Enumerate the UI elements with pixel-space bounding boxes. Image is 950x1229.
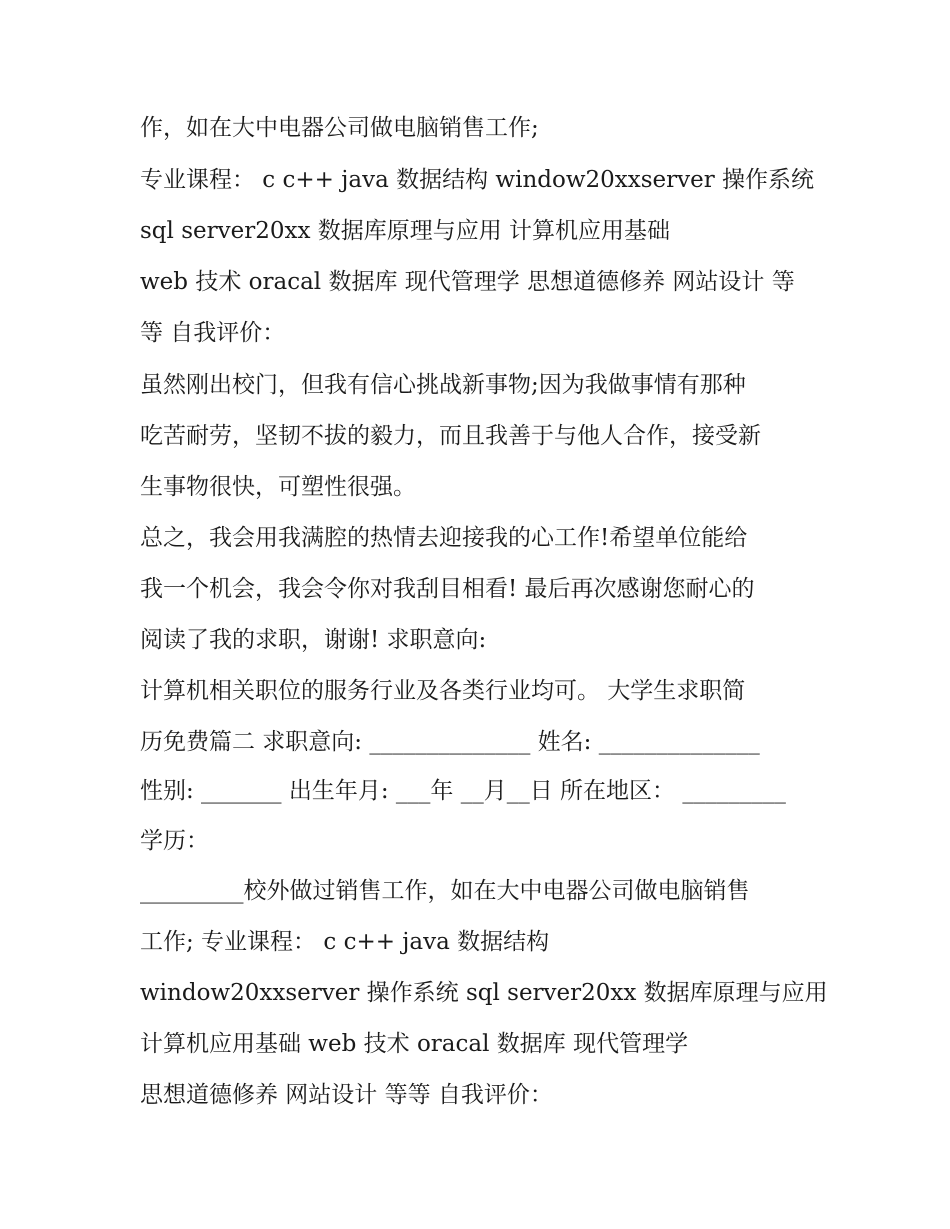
text-line: _________校外做过销售工作，如在大中电器公司做电脑销售 [140, 878, 750, 904]
text-line: 等 自我评价： [140, 320, 286, 346]
text-line: 专业课程： c c++ java 数据结构 window20xxserver 操作系统 [140, 167, 815, 193]
text-line: 阅读了我的求职，谢谢! 求职意向: [140, 627, 487, 653]
text-line: window20xxserver 操作系统 sql server20xx 数据库原理与应用 [140, 980, 828, 1006]
text-line: 学历： [140, 828, 209, 854]
text-line: 工作; 专业课程： c c++ java 数据结构 [140, 929, 550, 955]
text-line: sql server20xx 数据库原理与应用 计算机应用基础 [140, 218, 671, 244]
text-line: 作，如在大中电器公司做电脑销售工作; [140, 115, 539, 141]
text-line: 思想道德修养 网站设计 等等 自我评价： [140, 1082, 553, 1108]
text-line: 计算机应用基础 web 技术 oracal 数据库 现代管理学 [140, 1031, 689, 1057]
text-line: 计算机相关职位的服务行业及各类行业均可。 大学生求职简 [140, 678, 746, 704]
text-line: 总之，我会用我满腔的热情去迎接我的心工作!希望单位能给 [140, 525, 748, 551]
text-line: 生事物很快，可塑性很强。 [140, 474, 416, 500]
text-line: 吃苦耐劳，坚韧不拔的毅力，而且我善于与他人合作，接受新 [140, 423, 761, 449]
text-line: 历免费篇二 求职意向: ______________ 姓名: ______________ [140, 729, 760, 755]
text-line: 我一个机会，我会令你对我刮目相看! 最后再次感谢您耐心的 [140, 576, 755, 602]
text-line: 虽然刚出校门，但我有信心挑战新事物;因为我做事情有那种 [140, 372, 746, 398]
text-line: 性别: _______ 出生年月: ___年 __月__日 所在地区： _________ [140, 778, 786, 804]
text-line: web 技术 oracal 数据库 现代管理学 思想道德修养 网站设计 等 [140, 269, 795, 295]
